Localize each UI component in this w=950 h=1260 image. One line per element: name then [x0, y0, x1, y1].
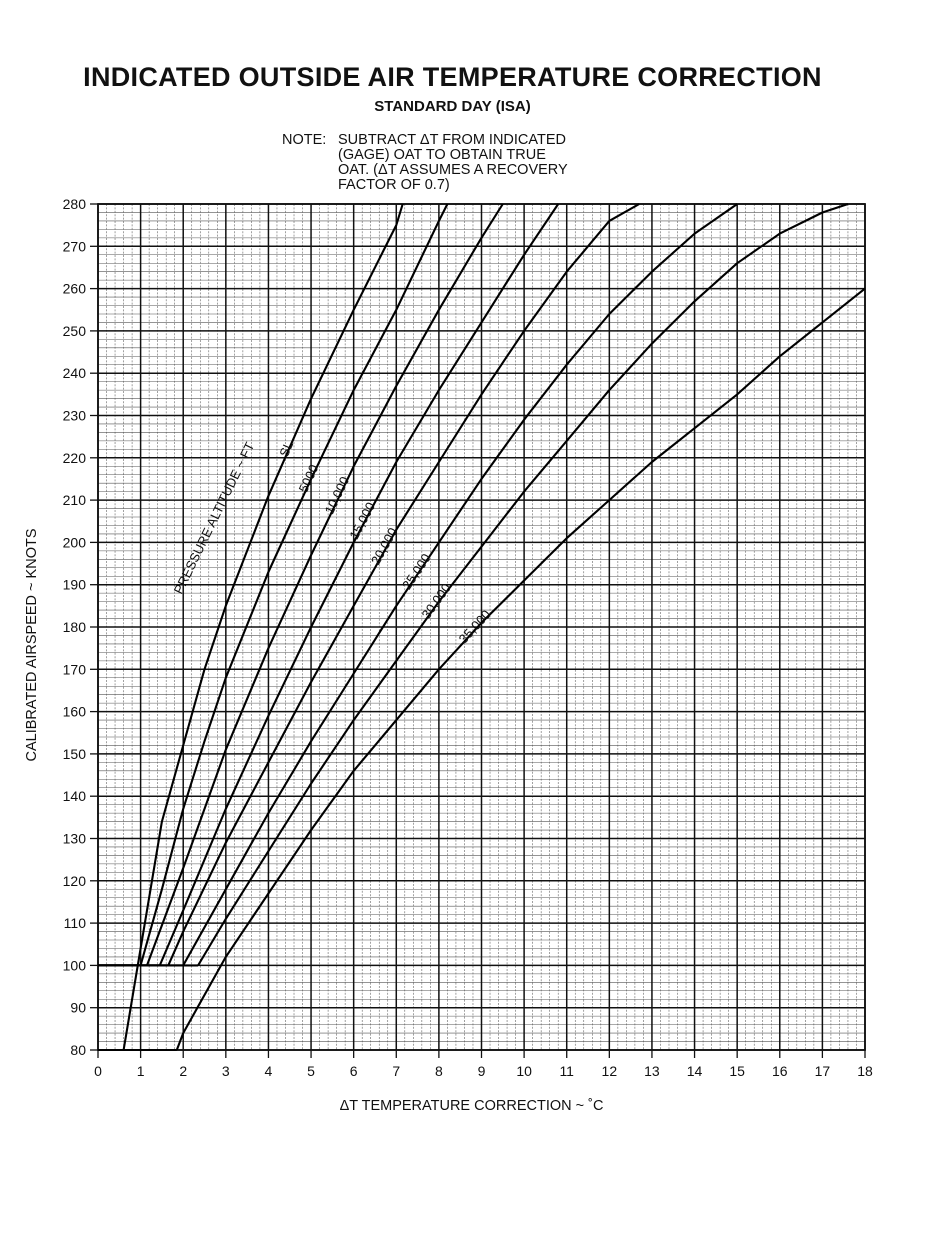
- y-tick-label: 170: [62, 661, 86, 678]
- x-tick-label: 7: [392, 1063, 401, 1079]
- x-tick-label: 15: [729, 1063, 745, 1079]
- series-label: SL: [276, 438, 297, 460]
- y-tick-label: 220: [62, 449, 86, 466]
- x-tick-label: 5: [307, 1063, 315, 1079]
- x-tick-label: 12: [601, 1063, 618, 1079]
- note-head: NOTE:: [282, 132, 327, 148]
- y-tick-label: 240: [62, 365, 86, 382]
- legend-title: PRESSURE ALTITUDE ~ FT: [170, 439, 258, 597]
- series-label: 10,000: [321, 474, 353, 517]
- series-label: 25,000: [399, 550, 434, 593]
- y-tick-label: 120: [62, 872, 86, 889]
- x-axis-title: ΔT TEMPERATURE CORRECTION ~ ˚C: [339, 1098, 604, 1114]
- y-tick-label: 100: [62, 957, 86, 974]
- y-tick-label: 110: [63, 915, 86, 932]
- x-tick-label: 0: [94, 1063, 102, 1079]
- x-tick-label: 14: [686, 1063, 703, 1079]
- note-line: (GAGE) OAT TO OBTAIN TRUE: [338, 147, 546, 163]
- y-tick-label: 270: [62, 238, 86, 255]
- note-line: OAT. (ΔT ASSUMES A RECOVERY: [338, 162, 568, 178]
- x-tick-label: 1: [136, 1063, 145, 1079]
- y-tick-label: 230: [62, 407, 86, 424]
- x-tick-label: 6: [349, 1063, 358, 1079]
- series-label: 30,000: [418, 580, 454, 622]
- series-label: 15,000: [346, 499, 379, 542]
- x-tick-label: 4: [264, 1063, 273, 1079]
- x-tick-label: 2: [179, 1063, 188, 1079]
- y-tick-label: 140: [62, 788, 86, 805]
- y-tick-label: 190: [62, 576, 86, 593]
- y-axis-title: CALIBRATED AIRSPEED ~ KNOTS: [24, 528, 40, 762]
- y-tick-label: 90: [70, 999, 86, 1016]
- x-tick-label: 8: [434, 1063, 443, 1079]
- y-tick-label: 210: [62, 492, 86, 509]
- x-tick-label: 9: [477, 1063, 486, 1079]
- x-tick-label: 10: [516, 1063, 532, 1079]
- x-tick-label: 11: [559, 1063, 574, 1079]
- y-tick-label: 130: [62, 830, 86, 847]
- x-tick-label: 16: [771, 1063, 788, 1079]
- series-label: 20,000: [367, 525, 401, 568]
- note-line: FACTOR OF 0.7): [338, 177, 450, 193]
- y-tick-label: 260: [62, 280, 86, 297]
- series-label: 5000: [295, 462, 322, 495]
- y-tick-label: 150: [62, 745, 86, 762]
- x-tick-label: 13: [644, 1063, 660, 1079]
- chart-title: INDICATED OUTSIDE AIR TEMPERATURE CORRECTION: [83, 62, 822, 92]
- chart-subtitle: STANDARD DAY (ISA): [374, 98, 531, 115]
- note-line: SUBTRACT ΔT FROM INDICATED: [338, 132, 566, 148]
- x-tick-label: 3: [221, 1063, 230, 1079]
- y-tick-label: 80: [70, 1042, 86, 1058]
- y-tick-label: 250: [62, 322, 86, 339]
- series-label: 35,000: [455, 606, 494, 647]
- y-tick-label: 180: [62, 619, 86, 635]
- y-tick-label: 200: [62, 534, 86, 551]
- x-tick-label: 17: [814, 1063, 831, 1079]
- y-tick-label: 160: [62, 703, 86, 720]
- y-tick-label: 280: [62, 196, 86, 212]
- x-tick-label: 18: [857, 1063, 873, 1079]
